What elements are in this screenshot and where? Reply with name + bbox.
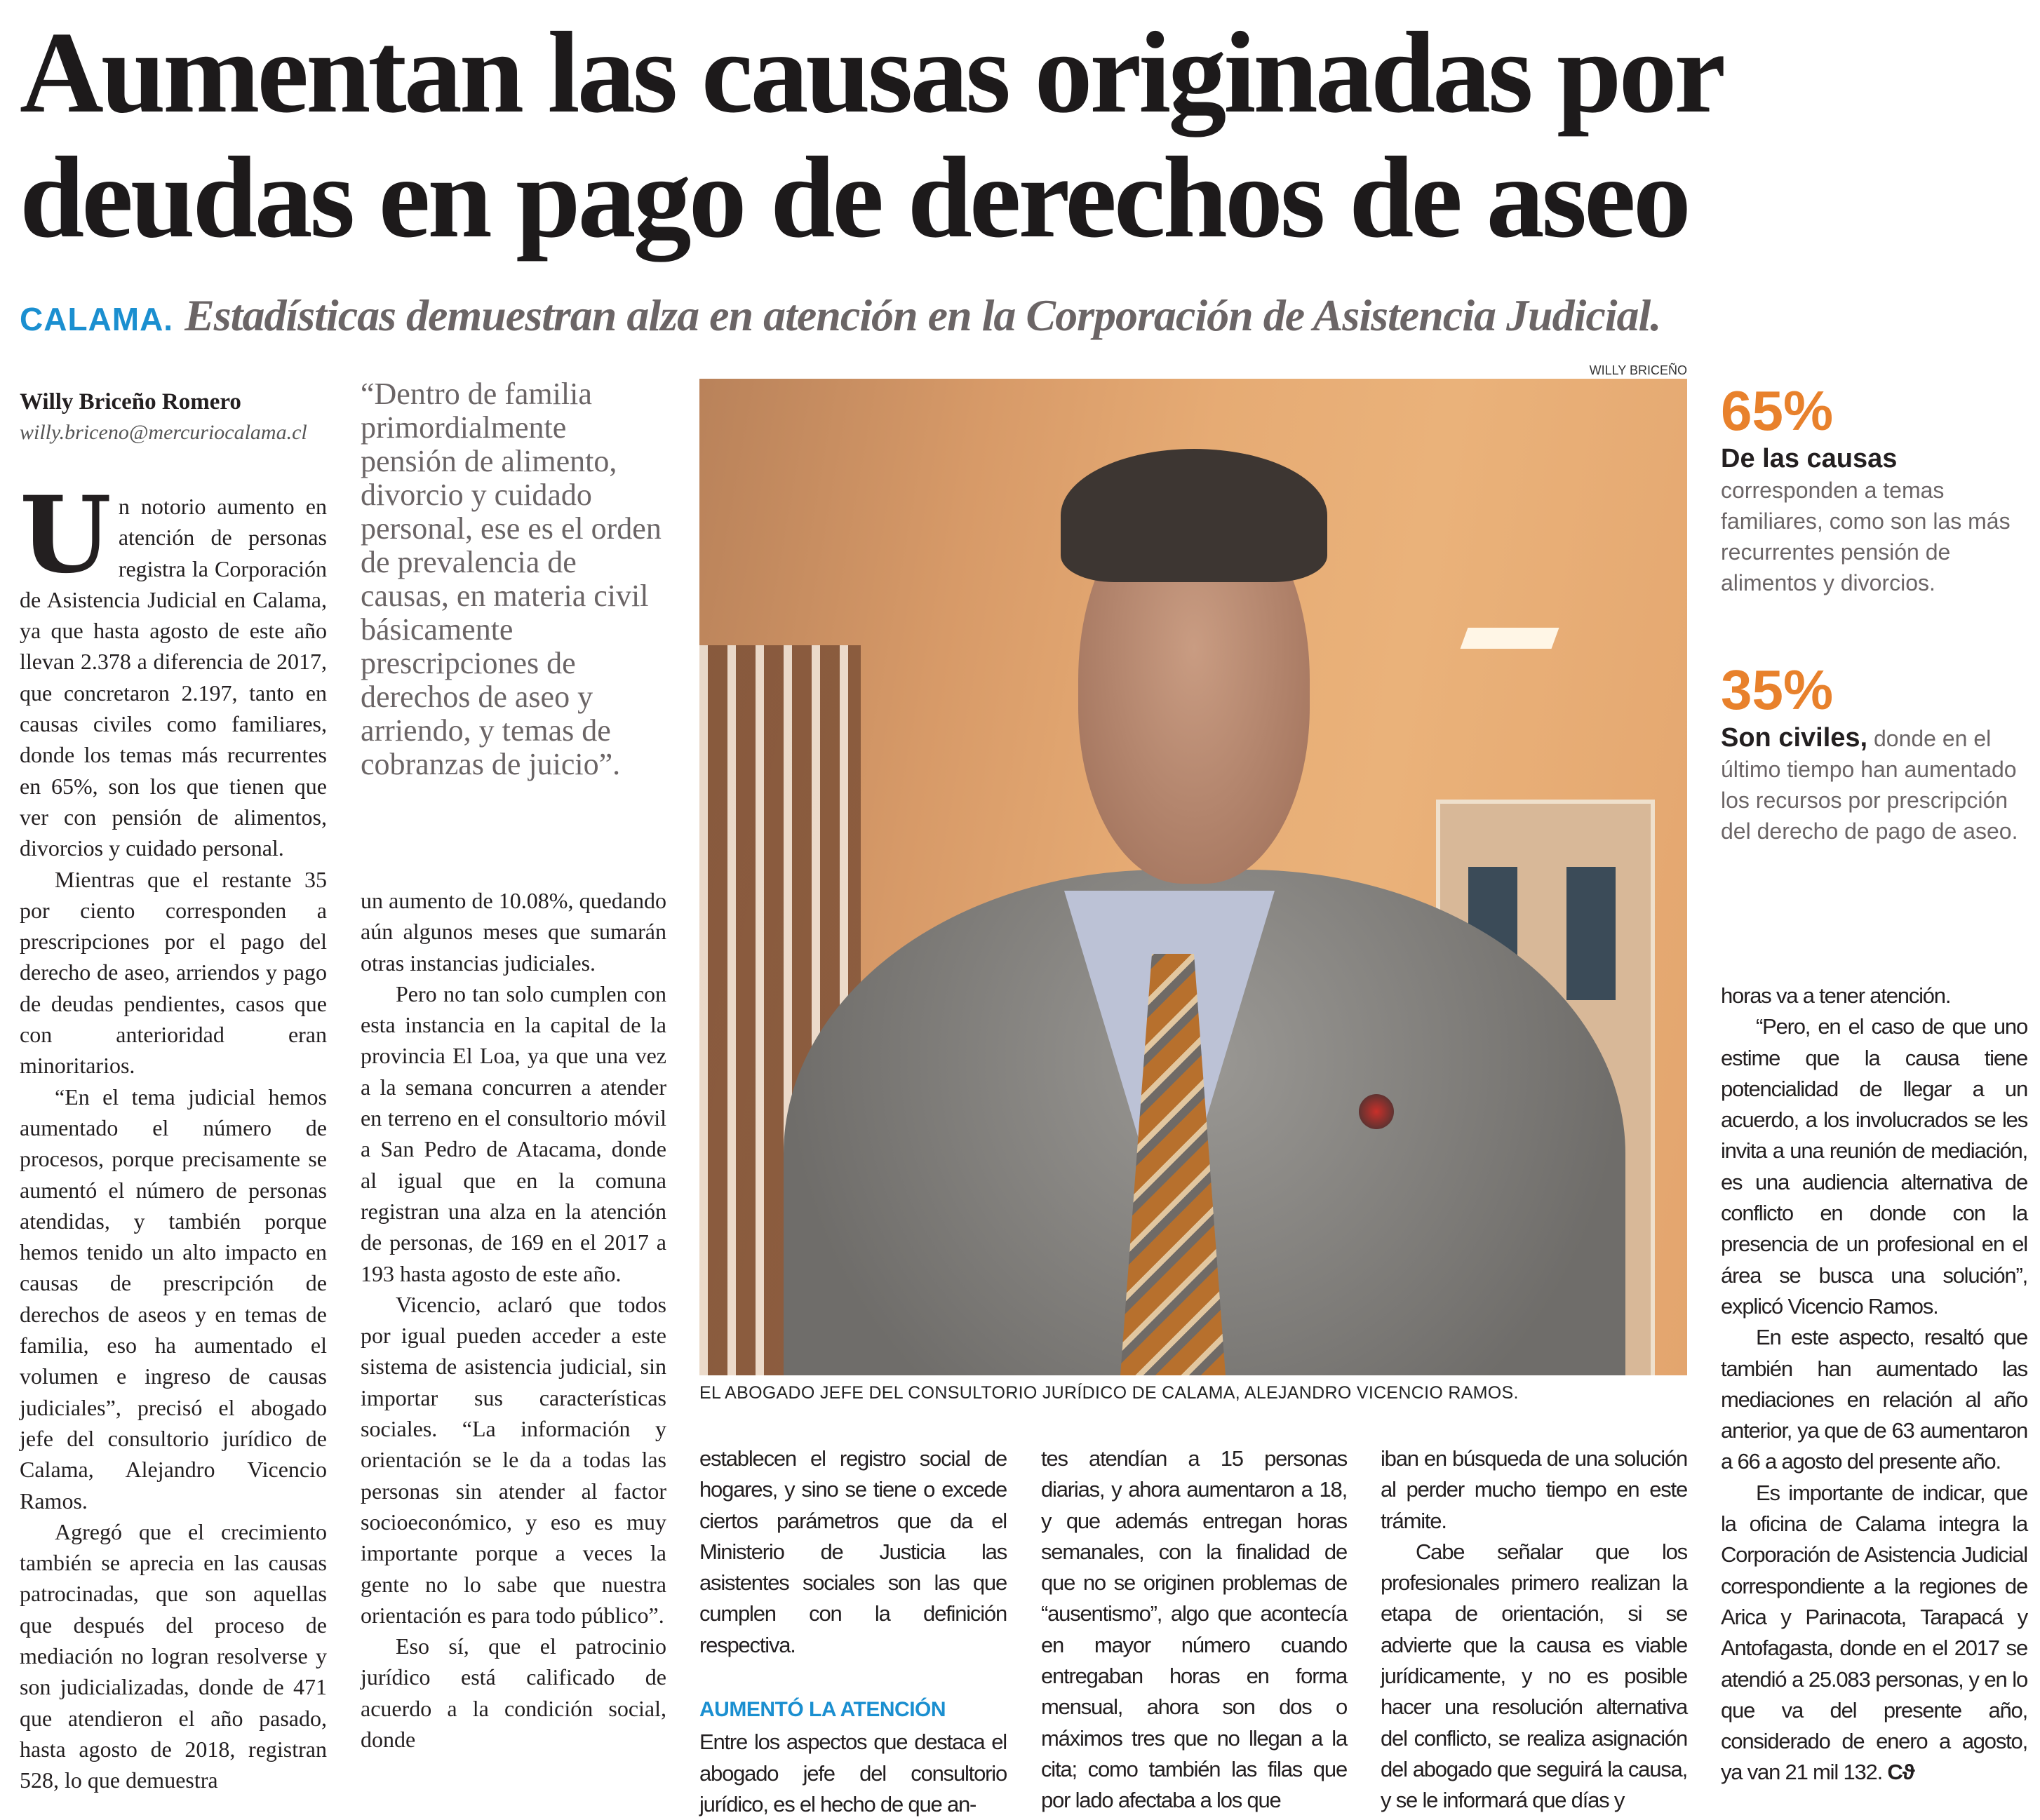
- dateline-place: CALAMA.: [20, 301, 174, 337]
- stat-block-2: [1721, 658, 2029, 847]
- stat-description: donde en el último tiempo han aumentado los recursos por prescripción del derecho de pago de aseo.: [1721, 726, 2018, 844]
- paragraph: un aumento de 10.08%, quedando aún algunos meses que sumarán otras instancias judiciales.: [361, 888, 666, 976]
- stat-value: 35%: [1721, 659, 1834, 721]
- paragraph: n notorio aumento en atención de personas registra la Corporación de Asistencia Judicial en Calama, ya que hasta agosto de este año llevan 2.378 a diferencia de 2017, que concretaron 2.197, tanto en causas civiles como familiares, donde los temas más recurrentes en 65%, son los que tienen que ver con pensión de alimentos, divorcios y cuidado personal.: [20, 494, 327, 861]
- paragraph: En este aspecto, resaltó que también han aumentado las mediaciones en relación al año anterior, ya que de 63 aumentaron a 66 a agosto del presente año.: [1721, 1325, 2027, 1474]
- paragraph: horas va a tener atención.: [1721, 983, 1951, 1008]
- paragraph: Vicencio, aclaró que todos por igual pueden acceder a este sistema de asistencia judicial, sin importar sus características sociales. “La información y orientación se le da a todas las personas sin atender al factor socioeconómico, y eso es muy importante porque a veces la gente no lo sabe que nuestra orientación es para todo público”.: [361, 1291, 666, 1628]
- lapel-pin: [1359, 1094, 1394, 1129]
- byline-email[interactable]: willy.briceno@mercuriocalama.cl: [20, 421, 307, 444]
- deck-text: Estadísticas demuestran alza en atención en la Corporación de Asistencia Judicial.: [184, 290, 1661, 340]
- article-column-1: [20, 473, 327, 1795]
- stat-lead: Son civiles,: [1721, 723, 1868, 753]
- photo-caption: EL ABOGADO JEFE DEL CONSULTORIO JURÍDICO DE CALAMA, ALEJANDRO VICENCIO RAMOS.: [699, 1383, 1519, 1403]
- stat-value: 65%: [1721, 379, 1834, 442]
- paragraph: iban en búsqueda de una solución al perder mucho tiempo en este trámite.: [1381, 1446, 1687, 1533]
- article-column-4: [1041, 1443, 1347, 1816]
- paragraph: “Pero, en el caso de que uno estime que la causa tiene potencialidad de llegar a un acuerdo, a los involucrados se les invita a una reunión de mediación, es una audiencia alternativa de conflicto en donde con la presencia de un profesional en el área se busca una solución”, explicó Vicencio Ramos.: [1721, 1014, 2027, 1319]
- paragraph: establecen el registro social de hogares, y sino se tiene o excede ciertos parámetros que da el Ministerio de Justicia las asistentes sociales son las que cumplen con la definición respectiva.: [699, 1446, 1007, 1657]
- stat-lead: De las causas: [1721, 444, 1898, 473]
- paragraph: Entre los aspectos que destaca el abogado jefe del consultorio jurídico, es el hecho de que an-: [699, 1730, 1007, 1816]
- photo-credit: WILLY BRICEÑO: [1589, 363, 1687, 377]
- byline-author: Willy Briceño Romero: [20, 389, 241, 414]
- pull-quote: “Dentro de familia primordialmente pensión de alimento, divorcio y cuidado personal, ese es el orden de prevalencia de causas, en materia civil básicamente prescripciones de derechos de aseo y arriendo, y temas de cobranzas de juicio”.: [361, 377, 662, 781]
- subheadline: [20, 288, 1660, 347]
- paragraph: Mientras que el restante 35 por ciento corresponden a prescripciones por el pago del derecho de aseo, arriendos y pago de deudas pendientes, casos que con anterioridad eran minoritarios.: [20, 866, 327, 1079]
- paragraph: “En el tema judicial hemos aumentado el número de procesos, porque precisamente se aumentó el número de personas atendidas, y también porque hemos tenido un alto impacto en causas de prescripción de derechos de aseos y en temas de familia, eso ha aumentado el volumen e ingreso de causas judiciales”, precisó el abogado jefe del consultorio jurídico de Calama, Alejandro Vicencio Ramos.: [20, 1084, 327, 1514]
- article-column-3: [699, 1443, 1007, 1820]
- headline-line-1: Aumentan las causas originadas por: [20, 8, 1724, 137]
- paragraph: [1721, 1478, 2027, 1788]
- paragraph: Cabe señalar que los profesionales primero realizan la etapa de orientación, si se advierte que la causa es viable jurídicamente, y no es posible hacer una resolución alternativa del conflicto, se realiza asignación del abogado que seguirá la causa, y se le informará que días y: [1381, 1539, 1687, 1813]
- paragraph: Agregó que el crecimiento también se aprecia en las causas patrocinadas, que son aquellas que después del proceso de mediación no logran resolverse y son judicializadas, donde de 471 que atendieron el año pasado, hasta agosto de 2018, registran 528, lo que demuestra: [20, 1518, 327, 1793]
- end-mark: Cϑ: [1887, 1760, 1914, 1785]
- ceiling-light: [1461, 628, 1559, 649]
- headline: [20, 8, 2033, 262]
- paragraph: Eso sí, que el patrocinio jurídico está calificado de acuerdo a la condición social, donde: [361, 1633, 666, 1753]
- stat-block-1: [1721, 379, 2029, 598]
- article-column-2: [361, 885, 666, 1755]
- paragraph: Pero no tan solo cumplen con esta instancia en la capital de la provincia El Loa, ya que una vez a la semana concurren a atender en terreno en el consultorio móvil a San Pedro de Atacama, donde al igual que en la comuna registran una alza en la atención de personas, de 169 en el 2017 a 193 hasta agosto de este año.: [361, 980, 666, 1286]
- hair: [1061, 449, 1327, 582]
- drop-cap: U: [20, 473, 112, 597]
- paragraph-text: Es importante de indicar, que la oficina de Calama integra la Corporación de Asistencia Judicial correspondiente a la regiones de Arica y Parinacota, Tarapacá y Antofagasta, donde en el 2017 se atendió a 25.083 personas, y en lo que va del presente año, considerado de enero a agosto, ya van 21 mil 132.: [1721, 1480, 2027, 1785]
- headline-line-2: deudas en pago de derechos de aseo: [20, 133, 1689, 262]
- article-column-6: [1721, 980, 2027, 1788]
- article-column-5: [1381, 1443, 1687, 1816]
- stat-description: corresponden a temas familiares, como son las más recurrentes pensión de alimentos y divorcios.: [1721, 478, 2011, 595]
- section-heading: AUMENTÓ LA ATENCIÓN: [699, 1698, 946, 1722]
- paragraph: tes atendían a 15 personas diarias, y ahora aumentaron a 18, y que además entregan horas semanales, con la finalidad de que no se originen problemas de “ausentismo”, algo que acontecía en mayor número cuando entregaban horas en forma mensual, ahora son dos o máximos tres que no llegan a la cita; como también las filas que por lado afectaba a los que: [1041, 1446, 1347, 1813]
- portrait-photo: [699, 379, 1687, 1375]
